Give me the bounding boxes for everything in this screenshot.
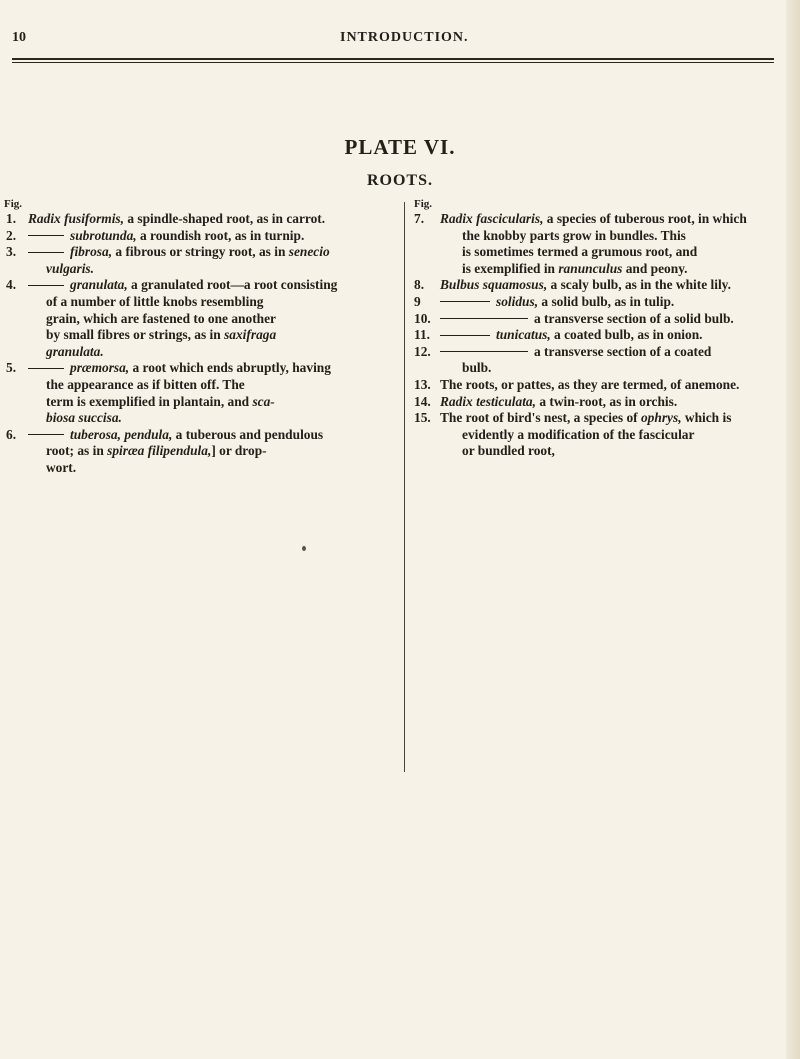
list-item — [4, 360, 392, 377]
list-item — [414, 344, 794, 361]
page-number: 10 — [12, 30, 26, 45]
term: Radix fusiformis, — [28, 211, 124, 226]
term: granulata, — [70, 277, 128, 293]
continuation-line — [4, 394, 392, 411]
ditto-dash — [28, 252, 64, 253]
description: a root which ends abruptly, having — [129, 360, 331, 376]
description: ] or drop- — [211, 443, 267, 459]
list-item — [4, 228, 392, 245]
continuation-line: of a number of little knobs resembling — [46, 293, 264, 309]
continuation-line — [414, 261, 794, 278]
ditto-dash — [440, 351, 528, 352]
fig-number: 14. — [414, 393, 431, 409]
ditto-dash — [440, 318, 528, 319]
description-italic: senecio — [288, 244, 330, 260]
continuation-line: the appearance as if bitten off. The — [46, 376, 245, 392]
description: by small fibres or strings, as in — [46, 327, 225, 343]
term: præmorsa, — [70, 360, 130, 376]
term: tuberosa, pendula, — [70, 426, 173, 442]
description: a twin-root, as in orchis. — [535, 393, 678, 409]
fig-number: 2. — [6, 227, 17, 243]
fig-number: 1. — [6, 211, 17, 226]
plate-title: PLATE VI. — [344, 135, 456, 159]
description: a solid bulb, as in tulip. — [538, 293, 675, 309]
description: a transverse section of a solid bulb. — [534, 310, 734, 326]
description: which is — [681, 410, 732, 426]
description-italic: sca- — [252, 393, 275, 409]
fig-number: 4. — [6, 277, 17, 293]
description: a roundish root, as in turnip. — [136, 227, 305, 243]
continuation-line — [4, 344, 392, 361]
ink-speck — [302, 546, 306, 551]
description: and peony. — [622, 260, 688, 276]
description: root; as in — [46, 443, 108, 459]
description-italic: granulata. — [46, 343, 104, 359]
ditto-dash — [28, 368, 64, 369]
description-italic: biosa succisa. — [46, 410, 122, 426]
running-head — [0, 0, 800, 70]
ditto-dash — [440, 335, 490, 336]
continuation-line: bulb. — [462, 360, 492, 376]
column-divider — [404, 202, 405, 772]
term: Radix fascicularis, — [440, 211, 544, 226]
term: Bulbus squamosus, — [440, 277, 548, 293]
continuation-line: wort. — [46, 459, 77, 475]
description: The roots, or pattes, as they are termed, of anemone. — [440, 376, 740, 392]
list-item — [414, 211, 794, 228]
continuation-line: or bundled root, — [462, 443, 555, 459]
continuation-line — [4, 443, 392, 460]
continuation-line — [4, 327, 392, 344]
continuation-line: is sometimes termed a grumous root, and — [462, 244, 698, 260]
description: a coated bulb, as in onion. — [550, 327, 703, 343]
description: term is exemplified in plantain, and — [46, 393, 253, 409]
header-rule-thick — [12, 58, 774, 60]
list-item — [414, 394, 794, 411]
description: a fibrous or stringy root, as in — [112, 244, 289, 260]
left-column — [4, 198, 392, 477]
list-item — [414, 410, 794, 427]
description: a species of tuberous root, in which — [543, 211, 747, 226]
fig-number: 13. — [414, 376, 431, 392]
section-title: ROOTS. — [366, 172, 433, 189]
description: a granulated root—a root consisting — [127, 277, 338, 293]
description: a spindle-shaped root, as in carrot. — [123, 211, 326, 226]
description-italic: saxifraga — [224, 327, 277, 343]
fig-number: 5. — [6, 360, 17, 376]
term: tunicatus, — [496, 327, 551, 343]
term: subrotunda, — [70, 227, 137, 243]
list-item — [414, 277, 794, 294]
ditto-dash — [28, 285, 64, 286]
fig-number: 6. — [6, 426, 17, 442]
list-item — [4, 244, 392, 261]
description: a transverse section of a coated — [534, 343, 712, 359]
ditto-dash — [28, 434, 64, 435]
description-italic: spiræa filipendula, — [107, 443, 212, 459]
continuation-line: evidently a modification of the fascicular — [462, 426, 695, 442]
continuation-line: the knobby parts grow in bundles. This — [462, 227, 686, 243]
list-item — [414, 327, 794, 344]
fig-number: 11. — [414, 327, 430, 343]
fig-header: Fig. — [4, 198, 23, 210]
fig-number: 12. — [414, 343, 431, 359]
list-item — [414, 294, 794, 311]
right-column — [414, 198, 794, 460]
list-item — [4, 211, 392, 228]
continuation-line — [4, 410, 392, 427]
header-rule-thin — [12, 62, 774, 63]
continuation-line: grain, which are fastened to one another — [46, 310, 276, 326]
term: ophrys, — [640, 410, 682, 426]
description-italic: ranunculus — [558, 260, 623, 276]
description-italic: vulgaris. — [46, 260, 94, 276]
list-item — [414, 377, 794, 394]
fig-number: 8. — [414, 277, 425, 293]
list-item — [414, 311, 794, 328]
term: Radix testiculata, — [440, 393, 536, 409]
term: solidus, — [496, 293, 539, 309]
fig-header: Fig. — [414, 198, 433, 210]
fig-number: 7. — [414, 211, 425, 226]
description: The root of bird's nest, a species of — [440, 410, 641, 426]
fig-number: 10. — [414, 310, 431, 326]
fig-number: 3. — [6, 244, 17, 260]
list-item — [4, 427, 392, 444]
ditto-dash — [28, 235, 64, 236]
running-title: INTRODUCTION. — [340, 30, 469, 45]
fig-number: 15. — [414, 410, 431, 426]
description: a tuberous and pendulous — [172, 426, 324, 442]
description: is exemplified in — [462, 260, 559, 276]
list-item — [4, 277, 392, 294]
continuation-line — [4, 261, 392, 278]
term: fibrosa, — [70, 244, 113, 260]
description: a scaly bulb, as in the white lily. — [547, 277, 731, 293]
fig-number: 9 — [414, 293, 421, 309]
ditto-dash — [440, 301, 490, 302]
